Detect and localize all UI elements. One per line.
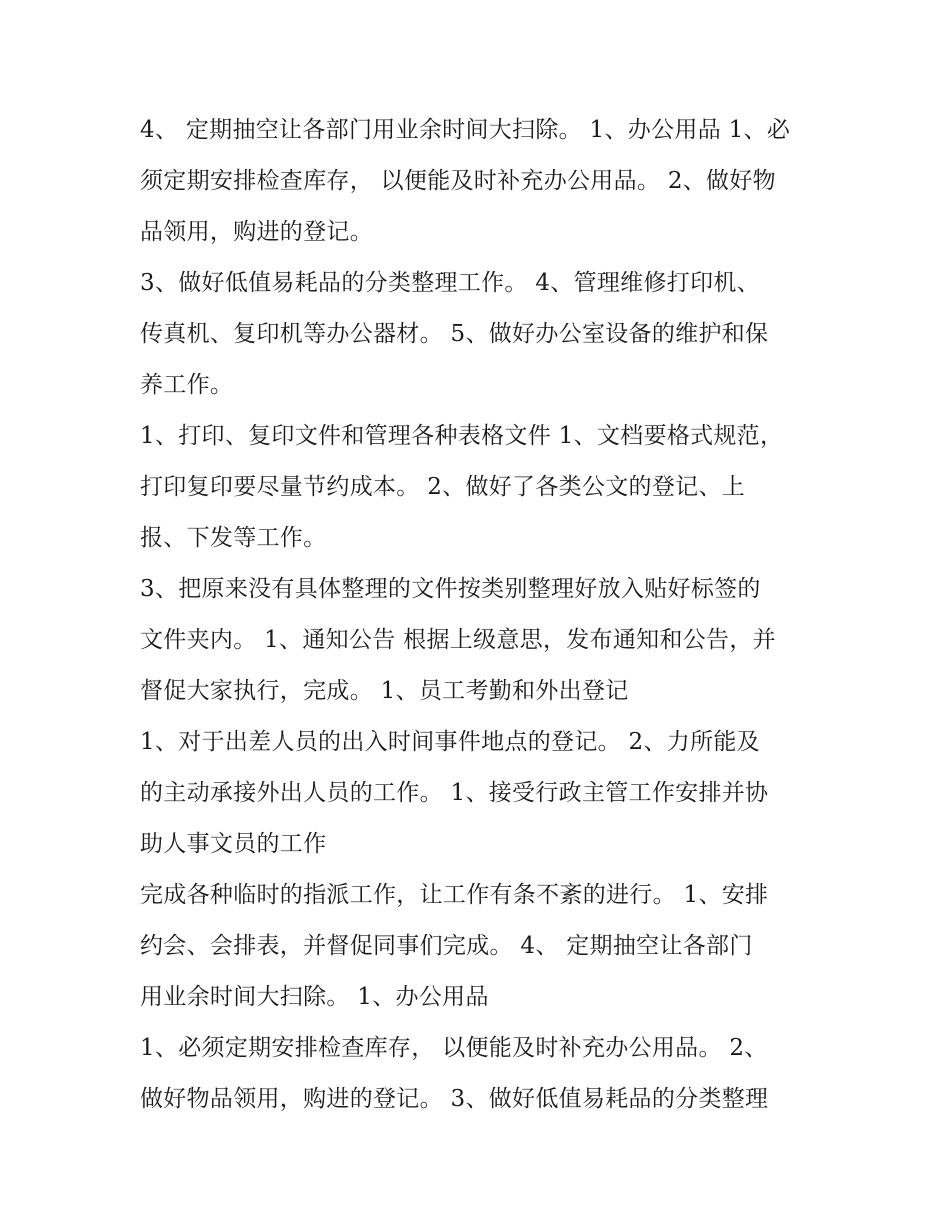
text-line: 打印复印要尽量节约成本。 2、做好了各类公文的登记、上	[140, 474, 746, 500]
text-line: 1、对于出差人员的出入时间事件地点的登记。 2、力所能及	[140, 729, 760, 755]
text-line: 养工作。	[140, 372, 234, 398]
text-line: 1、必须定期安排检查库存， 以便能及时补充办公用品。 2、	[140, 1035, 768, 1061]
text-line: 3、把原来没有具体整理的文件按类别整理好放入贴好标签的	[140, 576, 761, 602]
text-line: 督促大家执行，完成。 1、员工考勤和外出登记	[140, 678, 629, 704]
text-line: 助人事文员的工作	[140, 831, 327, 857]
text-line: 完成各种临时的指派工作，让工作有条不紊的进行。 1、安排	[140, 882, 769, 908]
text-line: 的主动承接外出人员的工作。 1、接受行政主管工作安排并协	[140, 780, 769, 806]
text-line: 用业余时间大扫除。 1、办公用品	[140, 984, 489, 1010]
text-line: 报、下发等工作。	[140, 525, 327, 551]
text-line: 传真机、复印机等办公器材。 5、做好办公室设备的维护和保	[140, 321, 769, 347]
text-line: 3、做好低值易耗品的分类整理工作。 4、管理维修打印机、	[140, 270, 760, 296]
text-line: 文件夹内。 1、通知公告 根据上级意思，发布通知和公告，并	[140, 627, 776, 653]
text-line: 1、打印、复印文件和管理各种表格文件 1、文档要格式规范，	[140, 423, 784, 449]
text-line: 约会、会排表，并督促同事们完成。 4、 定期抽空让各部门	[140, 933, 753, 959]
text-line: 品领用，购进的登记。	[140, 219, 373, 245]
text-line: 须定期安排检查库存， 以便能及时补充办公用品。 2、做好物	[140, 168, 776, 194]
text-line: 4、 定期抽空让各部门用业余时间大扫除。 1、办公用品 1、必	[140, 117, 791, 143]
text-line: 做好物品领用，购进的登记。 3、做好低值易耗品的分类整理	[140, 1086, 769, 1112]
